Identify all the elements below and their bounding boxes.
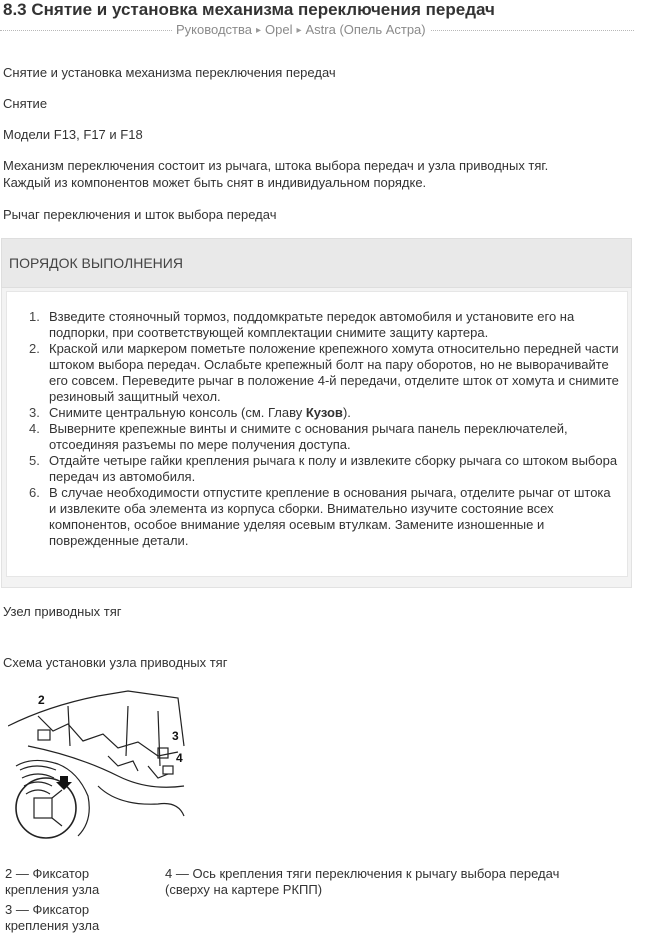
diagram-outline-top bbox=[8, 691, 184, 746]
page-title: 8.3 Снятие и установка механизма переключения передач bbox=[3, 0, 495, 19]
procedure-steps bbox=[7, 309, 619, 549]
procedure-header bbox=[1, 238, 632, 288]
caption-item-2-line-1: 2 — Фиксатор bbox=[5, 866, 90, 881]
diagram-rod bbox=[38, 716, 178, 756]
caption-item-3-line-2: крепления узла bbox=[5, 918, 100, 933]
breadcrumb bbox=[172, 22, 430, 37]
scheme-caption: Схема установки узла приводных тяг bbox=[3, 655, 228, 670]
procedure-step-3-text: Снимите центральную консоль (см. Главу bbox=[49, 405, 306, 420]
procedure-step bbox=[49, 405, 619, 421]
diagram-label-2: 2 bbox=[38, 693, 45, 707]
arrow-down-icon bbox=[56, 776, 72, 790]
diagram-boot-ribs bbox=[20, 766, 56, 794]
breadcrumb-link-astra[interactable]: Astra (Опель Астра) bbox=[305, 22, 426, 37]
procedure-step: В случае необходимости отпустите крепление в основания рычага, отделите рычаг от штока и извлеките оба элемента из корпуса сборки. Внимательно изучите состояние всех компонентов, особое внимание уделяя осевым втулкам. Замените изношенные и поврежденные детали. bbox=[49, 485, 611, 548]
diagram-clip-2 bbox=[38, 730, 50, 740]
breadcrumb-row bbox=[0, 22, 634, 38]
procedure-step-3-end: ). bbox=[342, 405, 351, 420]
procedure-inner-panel bbox=[6, 291, 628, 577]
procedure-header-label: ПОРЯДОК ВЫПОЛНЕНИЯ bbox=[9, 255, 183, 271]
intro-paragraph-5: Рычаг переключения и шток выбора передач bbox=[3, 207, 277, 222]
breadcrumb-separator-icon: ▸ bbox=[255, 25, 261, 36]
intro-paragraph-4-line-2: Каждый из компонентов может быть снят в индивидуальном порядке. bbox=[3, 175, 427, 190]
intro-paragraph-2: Снятие bbox=[3, 96, 48, 111]
caption-item-4-line-2: (сверху на картере РКПП) bbox=[165, 882, 323, 897]
intro-paragraph-3: Модели F13, F17 и F18 bbox=[3, 127, 143, 142]
diagram-detail-clip bbox=[34, 798, 52, 818]
diagram-linkage-detail bbox=[108, 756, 168, 778]
chapter-link-body[interactable]: Кузов bbox=[305, 405, 343, 420]
diagram-pivot-4 bbox=[163, 766, 173, 774]
breadcrumb-link-manuals[interactable]: Руководства bbox=[176, 22, 252, 37]
caption-item-2-line-2: крепления узла bbox=[5, 882, 100, 897]
procedure-step: Взведите стояночный тормоз, поддомкратьте передок автомобиля и установите его на подпорки, при соответствующей комплектации снимите защиту картера. bbox=[49, 309, 575, 340]
caption-item-3-line-1: 3 — Фиксатор bbox=[5, 902, 90, 917]
caption-item-4 bbox=[165, 866, 559, 898]
intro-paragraph-4 bbox=[3, 157, 623, 191]
caption-item-4-line-1: 4 — Ось крепления тяги переключения к рычагу выбора передач bbox=[165, 866, 560, 881]
caption-item-3 bbox=[5, 902, 99, 934]
diagram-label-3: 3 bbox=[172, 729, 179, 743]
procedure-step: Краской или маркером пометьте положение крепежного хомута относительно передней части штоком выбора передач. Ослабьте крепежный болт на пару оборотов, но не выворачивайте его совсем. Переведите рычаг в положение 4-й передачи, отделите шток от хомута и снимите резиновый защитный чехол. bbox=[49, 341, 619, 404]
breadcrumb-link-opel[interactable]: Opel bbox=[265, 22, 293, 37]
diagram-brackets bbox=[68, 706, 160, 766]
intro-paragraph-4-line-1: Механизм переключения состоит из рычага, штока выбора передач и узла приводных тяг. bbox=[3, 158, 549, 173]
diagram-label-4: 4 bbox=[176, 751, 183, 765]
linkage-diagram bbox=[8, 686, 186, 846]
procedure-box bbox=[1, 288, 632, 588]
diagram-housing bbox=[98, 786, 184, 816]
diagram-shaft bbox=[28, 746, 184, 787]
diagram-detail-lines bbox=[52, 790, 62, 826]
procedure-step: Отдайте четыре гайки крепления рычага к полу и извлеките сборку рычага со штоком выбора передач из автомобиля. bbox=[49, 453, 618, 484]
procedure-step: Выверните крепежные винты и снимите с основания рычага панель переключателей, отсоединяя разъемы по мере получения доступа. bbox=[49, 421, 568, 452]
intro-paragraph-1: Снятие и установка механизма переключения передач bbox=[3, 65, 336, 80]
section-heading-linkage: Узел приводных тяг bbox=[3, 604, 122, 619]
caption-item-2 bbox=[5, 866, 99, 898]
breadcrumb-separator-icon: ▸ bbox=[296, 25, 302, 36]
